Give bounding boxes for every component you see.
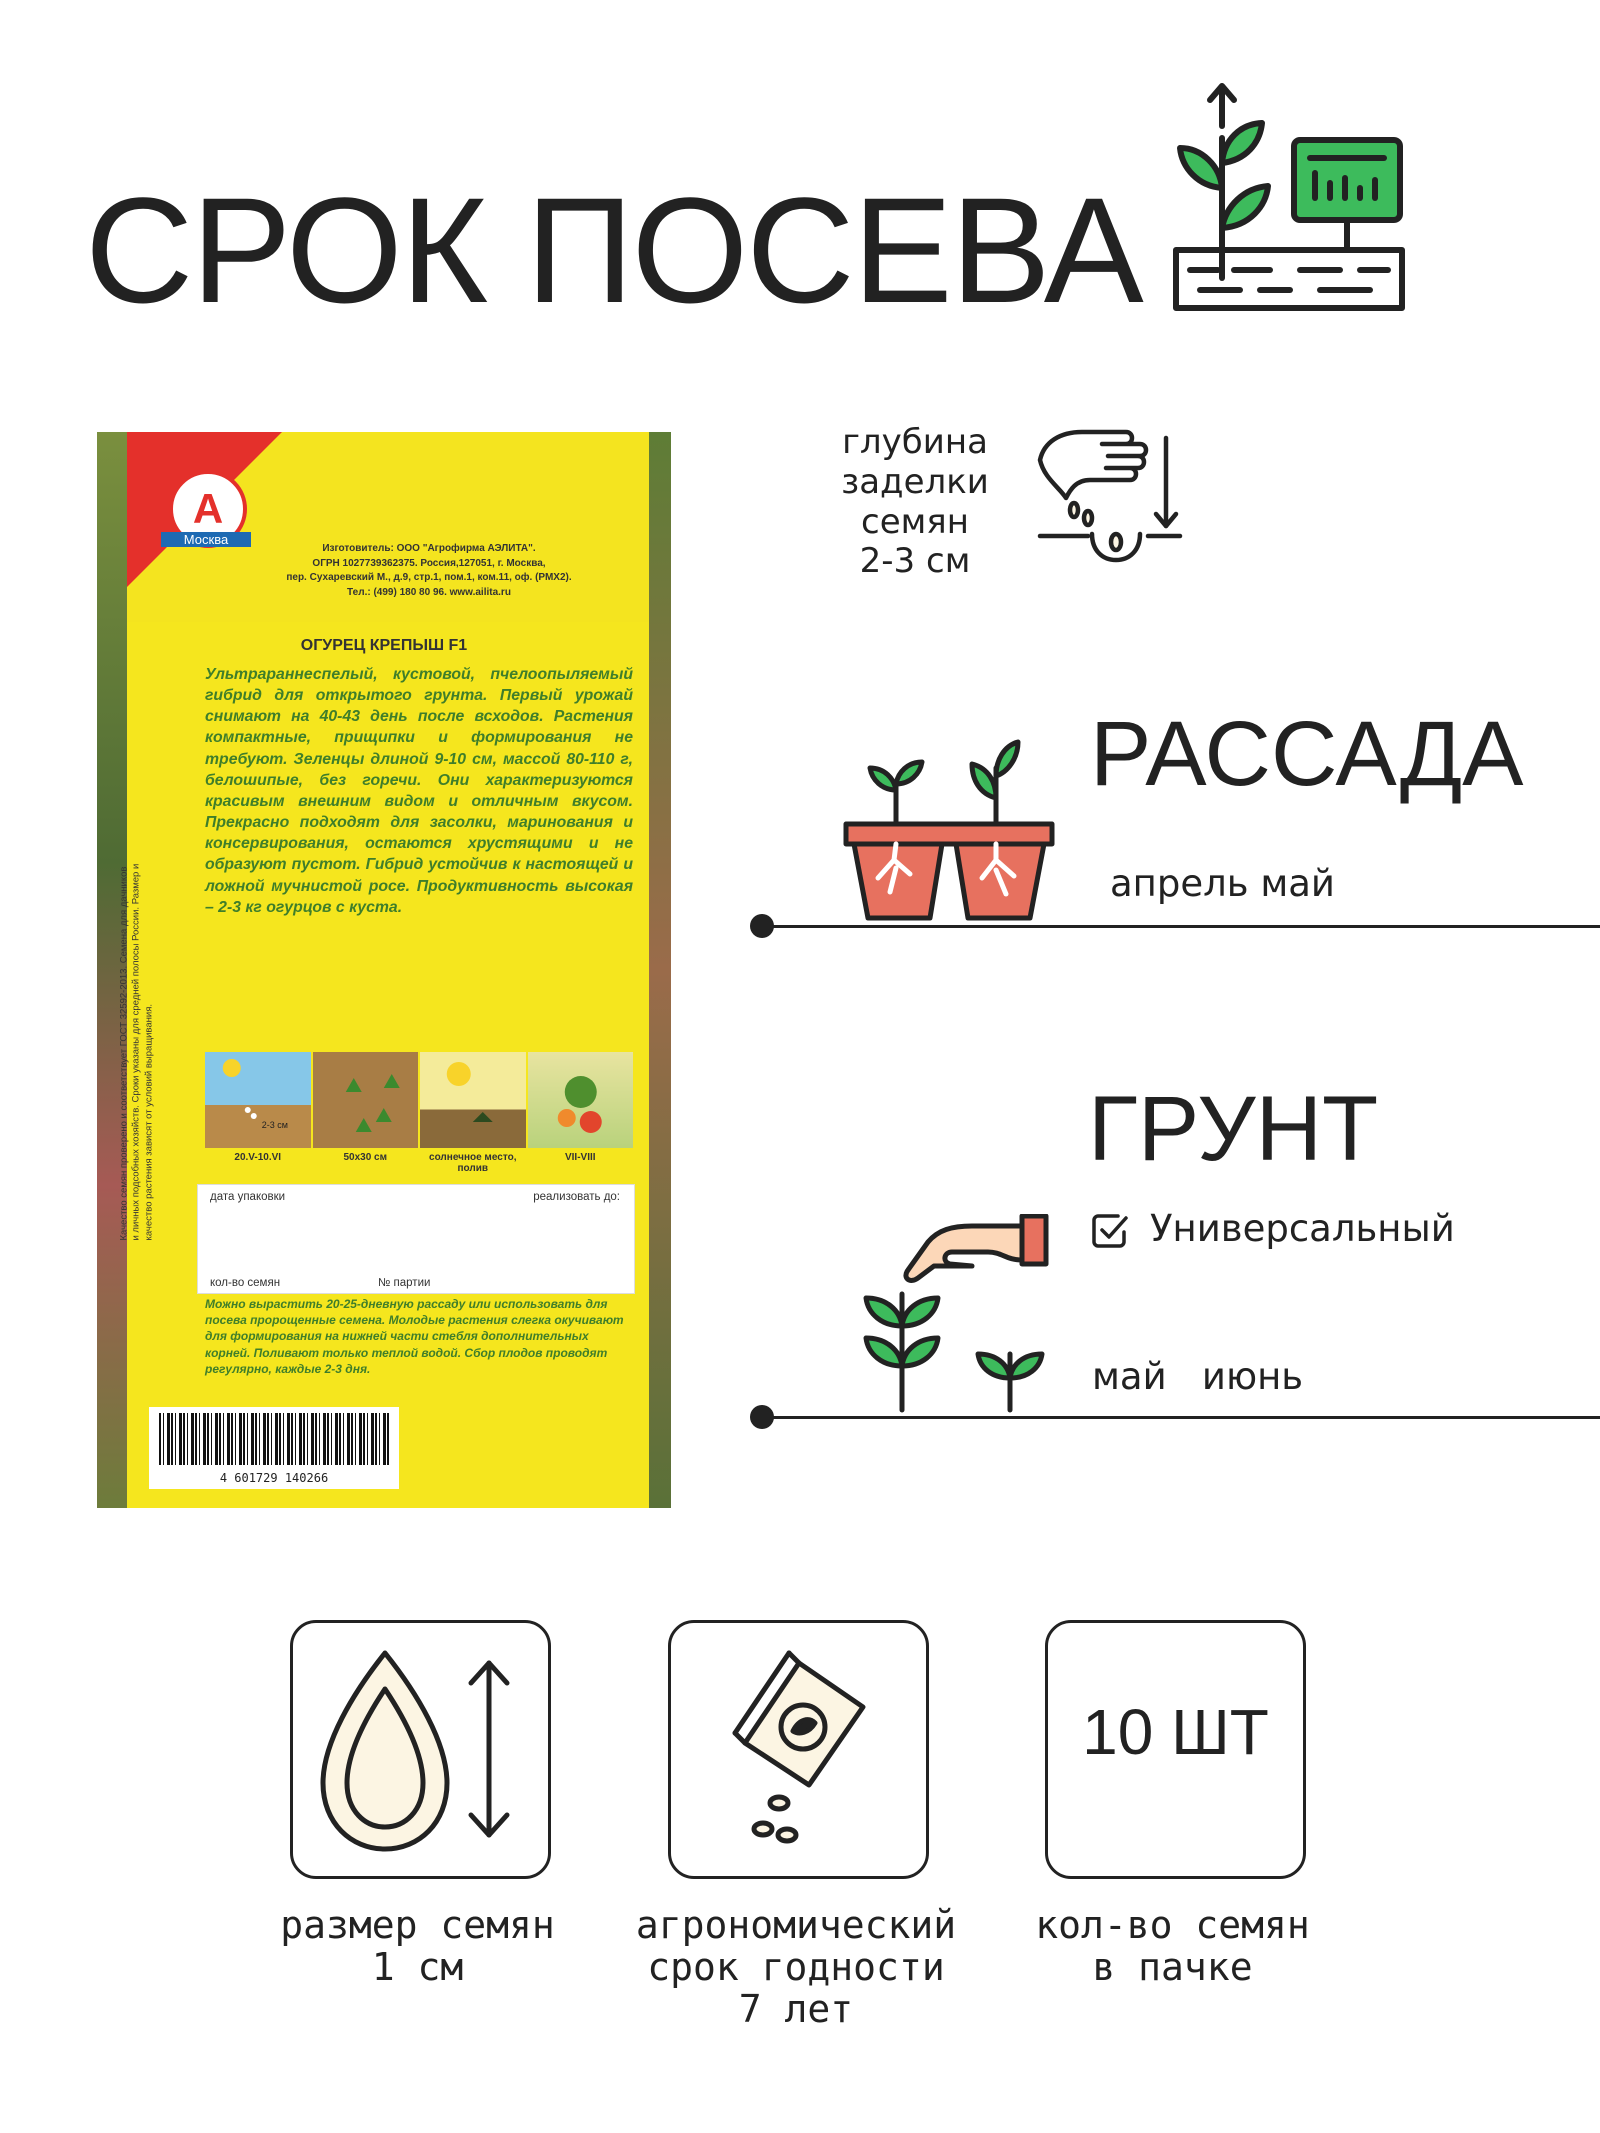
sowing-depth-label	[795, 423, 1035, 582]
caption-line: срок годности	[647, 1944, 945, 1989]
step-label: 50x30 см	[343, 1152, 388, 1163]
product-description: Ультрараннеспелый, кустовой, пчелоопыляемый гибрид для открытого грунта. Первый урожай снимают на 40-43 день после всходов. Растения компактные, прищипки и формирования не требуют. Зеленцы длиной 9-10 см, массой 80-110 г, белошипые, без горечи. Они характеризуются красивым внешним видом и отличным вкусом. Прекрасно подходят для засолки, маринования и консервирования, остаются хрустящими и не образуют пустот. Гибрид устойчив к настоящей и ложной мучнистой росе. Продуктивность высокая – 2-3 кг огурцов с куста.	[205, 666, 633, 916]
caption-line: кол-во семян	[1035, 1903, 1310, 1947]
packet-side-text: Качество семян проверено и соответствует ГОСТ 32592-2013. Семена для дачников и личных подсобных хозяйств. Сроки указаны для средней полосы России. Размер и качество растения зависят от условий выращивания.	[118, 863, 155, 1241]
soil-months: май июнь	[1092, 1355, 1304, 1398]
page-title: СРОК ПОСЕВА	[85, 166, 1142, 334]
seed-size-caption	[250, 1905, 585, 1989]
hand-planting-icon	[852, 1214, 1062, 1414]
growing-tips: Можно вырастить 20-25-дневную рассаду или использовать для посева пророщенные семена. Молодые растения слегка окучивают для формирования на нижней части стебля дополнительных корней. Поливают только теплой водой. Сбор плодов проводят регулярно, каждые 2-3 дня.	[205, 1297, 624, 1376]
product-title: ОГУРЕЦ КРЕПЫШ F1	[300, 637, 468, 654]
form-pack-date: дата упаковки	[210, 1191, 286, 1203]
barcode-number: 4 601729 140266	[219, 1471, 329, 1485]
seed-packet-image	[97, 432, 671, 1508]
soil-type: Универсальный	[1150, 1207, 1455, 1250]
seedlings-divider-dot	[750, 914, 774, 938]
caption-line: агрономический	[635, 1903, 957, 1947]
seed-size-card	[290, 1620, 551, 1879]
step-spacing	[313, 1052, 419, 1148]
smart-farming-icon	[1170, 78, 1410, 318]
hand-sowing-icon	[1030, 418, 1190, 578]
step-label: 20.V-10.VI	[234, 1152, 282, 1163]
seed-count-card	[1045, 1620, 1306, 1879]
shelf-life-card	[668, 1620, 929, 1879]
step-label: солнечное место, полив	[429, 1152, 517, 1174]
brand-logo-city: Москва	[161, 532, 251, 547]
seed-size-icon	[293, 1623, 548, 1876]
growing-steps	[205, 1052, 633, 1148]
seed-count-value: 10 ШТ	[1082, 1696, 1269, 1768]
step-sowing	[205, 1052, 311, 1148]
form-sell-by: реализовать до:	[533, 1191, 620, 1203]
barcode-bars	[159, 1413, 389, 1465]
soil-divider-dot	[750, 1405, 774, 1429]
manufacturer-line: Изготовитель: ООО "Агрофирма АЭЛИТА".	[322, 543, 536, 554]
caption-line: размер семян	[280, 1903, 555, 1947]
packet-photo-strip-right	[649, 432, 671, 1508]
packing-form	[197, 1184, 635, 1294]
growing-step-labels	[205, 1152, 633, 1174]
manufacturer-line: ОГРН 1027739362375. Россия,127051, г. Москва,	[312, 557, 546, 569]
barcode	[149, 1407, 399, 1489]
seed-count-caption	[1000, 1905, 1345, 1989]
depth-value: 2-3 см	[859, 541, 971, 582]
manufacturer-line: Тел.: (499) 180 80 96. www.ailita.ru	[347, 586, 511, 598]
seedling-pots-icon	[838, 728, 1060, 923]
step-sun-watering	[420, 1052, 526, 1148]
caption-line: в пачке	[1092, 1944, 1253, 1989]
step-label: VII-VIII	[564, 1152, 596, 1163]
checkbox-checked-icon	[1090, 1210, 1130, 1250]
depth-line: семян	[861, 501, 969, 542]
soil-heading: ГРУНТ	[1088, 1078, 1379, 1180]
depth-line: глубина	[842, 422, 988, 462]
form-batch: № партии	[378, 1277, 431, 1289]
seedlings-divider	[760, 925, 1600, 928]
soil-divider	[760, 1416, 1600, 1419]
step-harvest	[528, 1052, 634, 1148]
seed-packet-icon	[671, 1623, 926, 1876]
caption-value: 1 см	[371, 1944, 464, 1989]
shelf-life-caption	[600, 1905, 992, 2030]
seedlings-heading: РАССАДА	[1090, 703, 1524, 805]
depth-line: заделки	[841, 461, 989, 502]
brand-logo: А	[169, 470, 247, 548]
step-depth-label: 2-3 см	[261, 1120, 288, 1130]
form-seed-count: кол-во семян	[210, 1277, 281, 1289]
manufacturer-info	[217, 542, 641, 600]
manufacturer-line: пер. Сухаревский М., д.9, стр.1, пом.1, ком.11, оф. (РМХ2).	[286, 572, 572, 583]
seedlings-months: апрель май	[1110, 862, 1335, 905]
caption-value: 7 лет	[738, 1986, 854, 2031]
